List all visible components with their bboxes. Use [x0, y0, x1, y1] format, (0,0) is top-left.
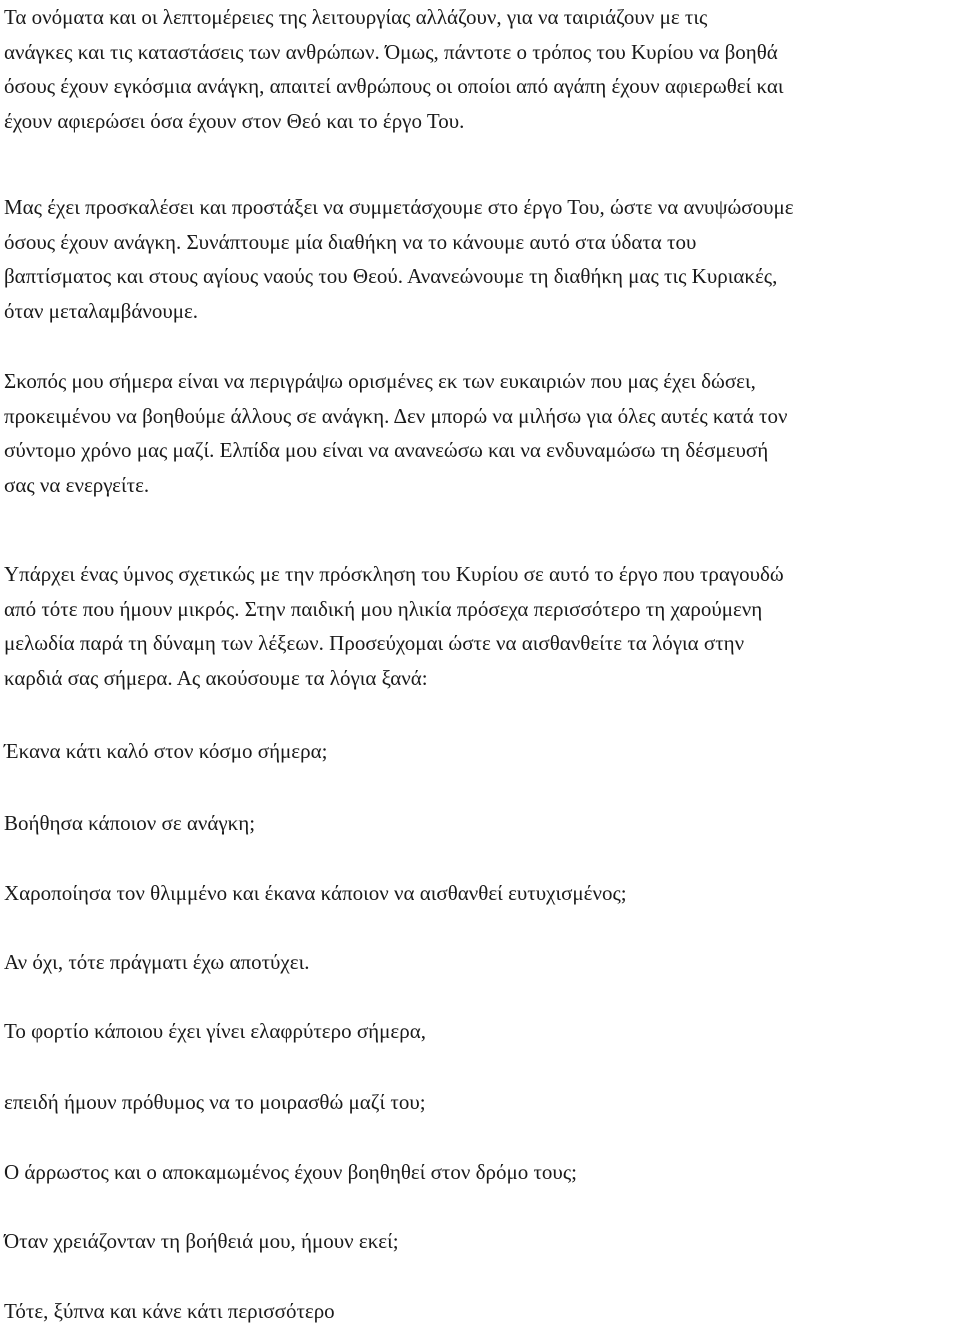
paragraph-line: σύντομο χρόνο μας μαζί. Ελπίδα μου είναι να ανανεώσω και να ενδυναμώσω τη δέσμευσή [4, 438, 769, 462]
paragraph-line: βαπτίσματος και στους αγίους ναούς του Θεού. Ανανεώνουμε τη διαθήκη μας τις Κυριακές, [4, 264, 778, 288]
paragraph-line: όσους έχουν εγκόσμια ανάγκη, απαιτεί ανθρώπους οι οποίοι από αγάπη έχουν αφιερωθεί και [4, 74, 784, 98]
paragraph-line: μελωδία παρά τη δύναμη των λέξεων. Προσεύχομαι ώστε να αισθανθείτε τα λόγια στην [4, 631, 745, 655]
paragraph-line: Υπάρχει ένας ύμνος σχετικώς με την πρόσκληση του Κυρίου σε αυτό το έργο που τραγουδώ [4, 562, 784, 586]
paragraph-line: προκειμένου να βοηθούμε άλλους σε ανάγκη. Δεν μπορώ να μιλήσω για όλες αυτές κατά τον [4, 403, 788, 428]
paragraph-1 [4, 0, 784, 138]
hymn-verse: Χαροποίησα τον θλιμμένο και έκανα κάποιον να αισθανθεί ευτυχισμένος; [4, 881, 627, 905]
paragraph-2 [4, 190, 794, 328]
paragraph-line: Μας έχει προσκαλέσει και προστάξει να συμμετάσχουμε στο έργο Του, ώστε να ανυψώσουμε [4, 195, 794, 219]
paragraph-line: Σκοπός μου σήμερα είναι να περιγράψω ορισμένες εκ των ευκαιριών που μας έχει δώσει, [4, 369, 756, 393]
paragraph-line: όταν μεταλαμβάνουμε. [4, 298, 199, 323]
hymn-verse: επειδή ήμουν πρόθυμος να το μοιρασθώ μαζί του; [4, 1090, 426, 1114]
hymn-verse: Αν όχι, τότε πράγματι έχω αποτύχει. [4, 950, 310, 974]
paragraph-3 [4, 364, 787, 502]
paragraph-line: Τα ονόματα και οι λεπτομέρειες της λειτουργίας αλλάζουν, για να ταιριάζουν με τις [4, 5, 708, 29]
paragraph-line: σας να ενεργείτε. [4, 472, 150, 497]
paragraph-line: έχουν αφιερώσει όσα έχουν στον Θεό και το έργο Του. [4, 108, 465, 133]
paragraph-line: από τότε που ήμουν μικρός. Στην παιδική μου ηλικία πρόσεχα περισσότερο τη χαρούμενη [4, 596, 763, 621]
paragraph-line: όσους έχουν ανάγκη. Συνάπτουμε μία διαθήκη να το κάνουμε αυτό στα ύδατα του [4, 229, 697, 254]
hymn-verse: Βοήθησα κάποιον σε ανάγκη; [4, 811, 256, 835]
hymn-verse: Ο άρρωστος και ο αποκαμωμένος έχουν βοηθηθεί στον δρόμο τους; [4, 1160, 577, 1184]
hymn-verse: Έκανα κάτι καλό στον κόσμο σήμερα; [4, 739, 328, 763]
hymn-verse: Το φορτίο κάποιου έχει γίνει ελαφρύτερο σήμερα, [4, 1019, 426, 1043]
hymn-verse: Τότε, ξύπνα και κάνε κάτι περισσότερο [4, 1299, 335, 1323]
hymn-verse: Όταν χρειάζονταν τη βοήθειά μου, ήμουν εκεί; [4, 1229, 399, 1253]
paragraph-line: καρδιά σας σήμερα. Ας ακούσουμε τα λόγια ξανά: [4, 665, 428, 690]
paragraph-4 [4, 557, 784, 695]
paragraph-line: ανάγκες και τις καταστάσεις των ανθρώπων. Όμως, πάντοτε ο τρόπος του Κυρίου να βοηθά [4, 39, 778, 64]
